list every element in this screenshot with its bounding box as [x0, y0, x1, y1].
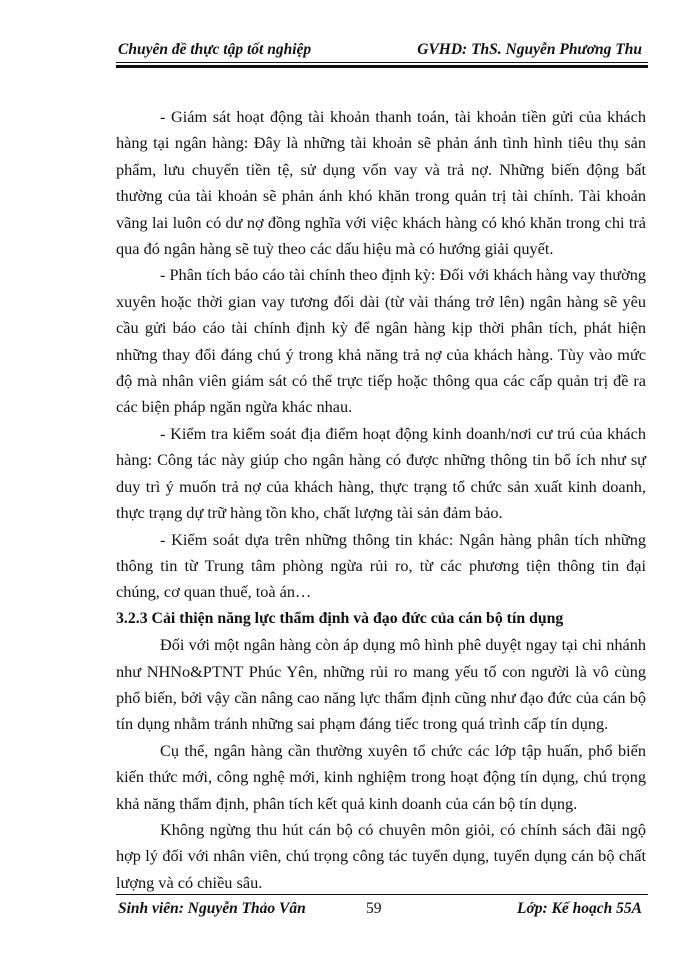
footer-class: Lớp: Kế hoạch 55A — [517, 900, 642, 917]
footer-student: Sinh viên: Nguyễn Thảo Vân — [118, 900, 306, 917]
section-heading: 3.2.3 Cải thiện năng lực thẩm định và đạo đức của cán bộ tín dụng — [116, 609, 564, 627]
paragraph-appraisal-capacity: Đối với một ngân hàng còn áp dụng mô hình phê duyệt ngay tại chi nhánh như NHNo&PTNT Phúc Yên, những rủi ro mang yếu tố con người là vô cùng phổ biến, bởi vậy cần nâng cao năng lực thẩm định cũng như đạo đức của cán bộ tín dụng nhằm tránh những sai phạm đáng tiếc trong quá trình cấp tín dụng. — [116, 635, 646, 734]
page-footer — [116, 900, 648, 924]
paragraph-recruitment: Không ngừng thu hút cán bộ có chuyên môn giỏi, có chính sách đãi ngộ hợp lý đối với nhân viên, chú trọng công tác tuyển dụng, tuyển dụng cán bộ chất lượng và có chiều sâu. — [116, 819, 646, 892]
paragraph-site-inspection: - Kiểm tra kiểm soát địa điểm hoạt động kinh doanh/nơi cư trú của khách hàng: Công tác này giúp cho ngân hàng có được những thông tin bổ ích như sự duy trì ý muốn trả nợ của khách hàng, thực trạng tổ chức sản xuất kinh doanh, thực trạng dự trữ hàng tồn kho, chất lượng tài sản đảm bảo. — [116, 423, 646, 523]
header-supervisor: GVHD: ThS. Nguyễn Phương Thu — [417, 41, 642, 58]
paragraph-other-information: - Kiểm soát dựa trên những thông tin khác: Ngân hàng phân tích những thông tin từ Trung tâm phòng ngừa rủi ro, từ các phương tiện thông tin đại chúng, cơ quan thuế, toà án… — [116, 529, 646, 602]
paragraph-training: Cụ thể, ngân hàng cần thường xuyên tổ chức các lớp tập huấn, phổ biến kiến thức mới, công nghệ mới, kinh nghiệm trong hoạt động tín dụng, chú trọng khả năng thẩm định, phân tích kết quả kinh doanh của cán bộ tín dụng. — [116, 740, 646, 813]
paragraph-account-monitoring: - Giám sát hoạt động tài khoản thanh toán, tài khoản tiền gửi của khách hàng tại ngân hàng: Đây là những tài khoản sẽ phản ánh tình hình tiêu thụ sản phẩm, lưu chuyển tiền tệ, sử dụng vốn vay và trả nợ. Những biến động bất thường của tài khoản sẽ phản ánh khó khăn trong quản trị tài chính. Tài khoản vãng lai luôn có dư nợ đồng nghĩa với việc khách hàng có khó khăn trong chi trả qua đó ngân hàng sẽ tuỳ theo các dấu hiệu mà có hướng giải quyết. — [116, 107, 646, 259]
page-body — [116, 104, 646, 896]
page-header — [116, 37, 648, 63]
footer-rule — [116, 894, 648, 895]
paragraph-financial-report-analysis: - Phân tích báo cáo tài chính theo định kỳ: Đối với khách hàng vay thường xuyên hoặc thời gian vay tương đối dài (từ vài tháng trở lên) ngân hàng sẽ yêu cầu gửi báo cáo tài chính định kỳ để ngân hàng kịp thời phân tích, phát hiện những thay đổi đáng chú ý trong khả năng trả nợ của khách hàng. Tùy vào mức độ mà nhân viên giám sát có thể trực tiếp hoặc thông qua các cấp quản trị đề ra các biện pháp ngăn ngừa khác nhau. — [116, 265, 646, 417]
page-number: 59 — [366, 900, 382, 917]
header-rule-thin — [116, 62, 648, 63]
header-document-title: Chuyên đề thực tập tốt nghiệp — [118, 41, 312, 58]
header-rule-thick — [116, 65, 648, 68]
